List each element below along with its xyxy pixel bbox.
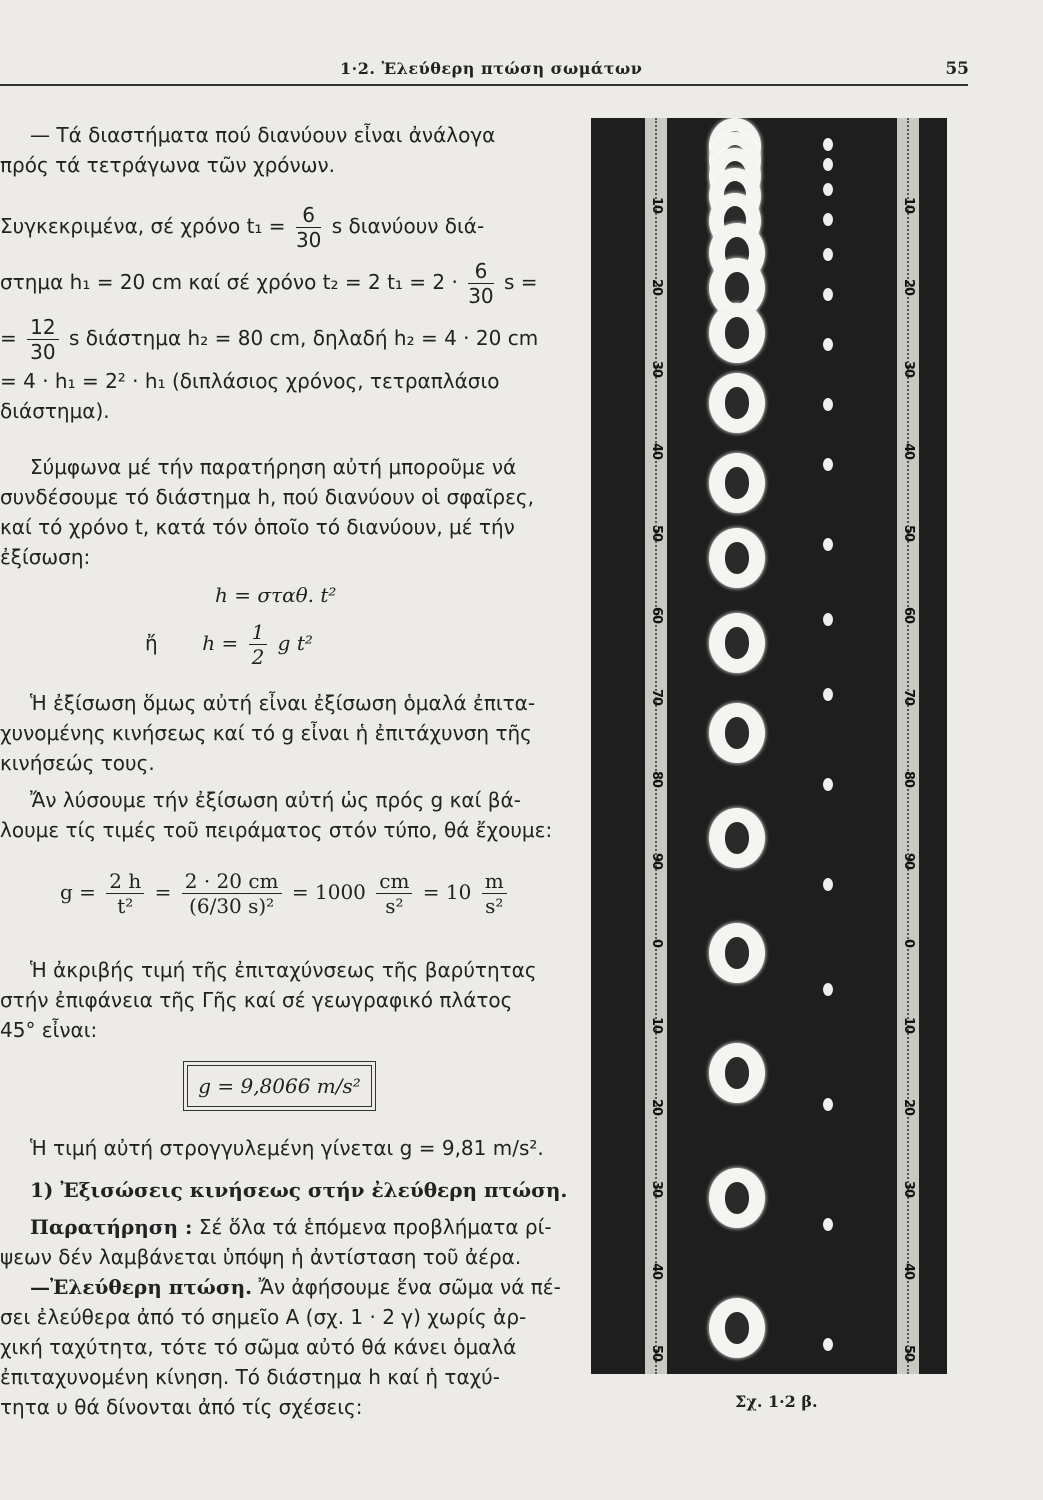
page-header [0,55,1043,85]
text-segment: s = [504,270,538,294]
fraction: $\frac{12}{30}$ [27,315,58,364]
page-number: 55 [945,59,969,79]
text-line: χική ταχύτητα, τότε τό σῶμα αὐτό θά κάνει ὁμαλά [0,1335,517,1359]
ruler-label: 10 [649,1016,664,1034]
ruler-label: 50 [649,1344,664,1362]
text-line: διάστημα). [0,399,110,423]
ruler-label: 20 [901,278,916,296]
equation-2: ἤ h = $\frac{1}{2}$ g t² [145,620,313,669]
text-line: ἐπιταχυνομένη κίνηση. Τό διάστημα h καί ἡ ταχύ- [0,1365,500,1389]
falling-ball-small [823,248,833,261]
falling-ball-large [709,1298,765,1358]
ruler-label: 90 [901,852,916,870]
paragraph-1 [0,120,575,180]
note-label: Παρατήρηση : [30,1215,193,1239]
fraction: $\frac{6}{30}$ [295,203,322,252]
paragraph-6 [0,955,575,1045]
paragraph-3 [0,452,575,572]
falling-ball-small [823,338,833,351]
text-line: σει ἐλεύθερα ἀπό τό σημεῖο Α (σχ. 1 · 2 γ) χωρίς ἀρ- [0,1305,527,1329]
ruler-label: 60 [649,606,664,624]
falling-ball-large [709,528,765,588]
figure-caption: Σχ. 1·2 β. [735,1392,818,1411]
falling-ball-large [709,808,765,868]
falling-ball-large [709,1168,765,1228]
text-line: = 4 · h₁ = 2² · h₁ (διπλάσιος χρόνος, τετραπλάσιο [0,369,500,393]
text-line: 45° εἶναι: [0,1018,98,1042]
falling-ball-small [823,778,833,791]
falling-ball-large [709,703,765,763]
paragraph-4 [0,688,575,778]
running-title: 1·2. Ἐλεύθερη πτώση σωμάτων [340,59,643,78]
text-line: λουμε τίς τιμές τοῦ πειράματος στόν τύπο, θά ἔχουμε: [0,818,553,842]
text-segment: s διάστημα h₂ = 80 cm, δηλαδή h₂ = 4 · 20 cm [68,326,539,350]
text-line: τητα υ θά δίνονται ἀπό τίς σχέσεις: [0,1395,363,1419]
falling-ball-small [823,688,833,701]
text-line: — Τά διαστήματα πού διανύουν εἶναι ἀνάλογα [30,123,496,147]
ruler-label: 10 [901,1016,916,1034]
paragraph-5 [0,785,575,845]
boxed-equation: g = 9,8066 m/s² [187,1065,372,1107]
falling-ball-small [823,1338,833,1351]
ruler-label: 0 [649,938,664,948]
falling-ball-small [823,213,833,226]
text-line: συνδέσουμε τό διάστημα h, πού διανύουν οἱ σφαῖρες, [0,485,534,509]
ruler-right [897,118,919,1374]
section-heading: 1) Ἐξισώσεις κινήσεως στήν ἐλεύθερη πτώση. [30,1178,568,1202]
ruler-label: 10 [649,196,664,214]
text-line: Ἄν λύσουμε τήν ἐξίσωση αὐτή ὡς πρός g καί βά- [30,788,521,812]
ruler-label: 70 [649,688,664,706]
falling-ball-large [709,1043,765,1103]
equation-1: h = σταθ. t² [215,583,337,607]
ruler-label: 80 [901,770,916,788]
text-line: κινήσεώς τους. [0,751,155,775]
falling-ball-small [823,458,833,471]
falling-ball-small [823,158,833,171]
ruler-label: 0 [901,938,916,948]
falling-ball-small [823,983,833,996]
ruler-label: 40 [901,442,916,460]
falling-ball-small [823,1098,833,1111]
ruler-label: 60 [901,606,916,624]
falling-ball-small [823,613,833,626]
ruler-left [645,118,667,1374]
ruler-label: 50 [901,524,916,542]
falling-ball-small [823,398,833,411]
ruler-label: 50 [649,524,664,542]
equation-3: g = $\frac{2 h}{\text{t²}}$ = $\frac{2 \cdot 20 cm}{\text{(6/30 s)²}}$ = 1000 $\frac{cm}{\text{s²}}$ = 10 $\frac{m}{\text{s²}}$ [60,852,635,932]
text-line: πρός τά τετράγωνα τῶν χρόνων. [0,153,335,177]
stroboscopic-photo [591,118,947,1374]
ruler-label: 30 [901,1180,916,1198]
ruler-label: 20 [901,1098,916,1116]
ruler-label: 50 [901,1344,916,1362]
text-segment: στημα h₁ = 20 cm καί σέ χρόνο t₂ = 2 t₁ = 2 · [0,270,458,294]
text-line: Σύμφωνα μέ τήν παρατήρηση αὐτή μποροῦμε νά [30,455,517,479]
ruler-label: 40 [901,1262,916,1280]
falling-ball-small [823,138,833,151]
text-segment: = [0,326,17,350]
falling-ball-small [823,183,833,196]
text-segment: Συγκεκριμένα, σέ χρόνο t₁ = [0,214,286,238]
fraction: $\frac{6}{30}$ [468,259,494,308]
falling-ball-small [823,1218,833,1231]
text-line: ἐξίσωση: [0,545,91,569]
falling-ball-large [709,373,765,433]
text-segment: s διανύουν διά- [331,214,485,238]
ruler-label: 20 [649,1098,664,1116]
header-rule [0,84,968,86]
ruler-label: 10 [901,196,916,214]
note-paragraph: Παρατήρηση : Σέ ὅλα τά ἑπόμενα προβλήματα ρί- ψεων δέν λαμβάνεται ὑπόψη ἡ ἀντίσταση τοῦ ἀέρα. —Ἐλεύθερη πτώση. Ἄν ἀφήσουμε ἕνα σῶμα νά πέ- σει ἐλεύθερα ἀπό τό σημεῖο Α (σχ. 1 · 2 γ) χωρίς ἀρ- χική ταχύτητα, τότε τό σῶμα αὐτό θά κάνει ὁμαλά ἐπιταχυνομένη κίνηση. Τό διάστημα h καί ἡ ταχύ- τητα υ θά δίνονται ἀπό τίς σχέσεις: [0,1212,575,1422]
ruler-label: 80 [649,770,664,788]
falling-ball-large [709,613,765,673]
text-line: Ἡ ἀκριβής τιμή τῆς ἐπιταχύνσεως τῆς βαρύτητας [30,958,537,982]
ruler-label: 30 [649,360,664,378]
text-line: ψεων δέν λαμβάνεται ὑπόψη ἡ ἀντίσταση τοῦ ἀέρα. [0,1245,522,1269]
paragraph-7: Ἡ τιμή αὐτή στρογγυλεμένη γίνεται g = 9,81 m/s². [30,1136,544,1160]
falling-ball-small [823,538,833,551]
ruler-label: 40 [649,442,664,460]
falling-ball-small [823,878,833,891]
ruler-label: 90 [649,852,664,870]
text-line: χυνομένης κινήσεως καί τό g εἶναι ἡ ἐπιτάχυνση τῆς [0,721,532,745]
text-line: Ἡ ἐξίσωση ὅμως αὐτή εἶναι ἐξίσωση ὁμαλά ἐπιτα- [30,691,536,715]
text-line: καί τό χρόνο t, κατά τόν ὁποῖο τό διανύουν, μέ τήν [0,515,515,539]
paragraph-2 [0,198,575,426]
free-fall-label: —Ἐλεύθερη πτώση. [30,1275,253,1299]
ruler-label: 20 [649,278,664,296]
falling-ball-large [709,453,765,513]
ruler-label: 30 [901,360,916,378]
ruler-label: 30 [649,1180,664,1198]
ruler-label: 40 [649,1262,664,1280]
falling-ball-small [823,288,833,301]
falling-ball-large [709,303,765,363]
text-line: στήν ἐπιφάνεια τῆς Γῆς καί σέ γεωγραφικό πλάτος [0,988,513,1012]
ruler-label: 70 [901,688,916,706]
falling-ball-large [709,923,765,983]
